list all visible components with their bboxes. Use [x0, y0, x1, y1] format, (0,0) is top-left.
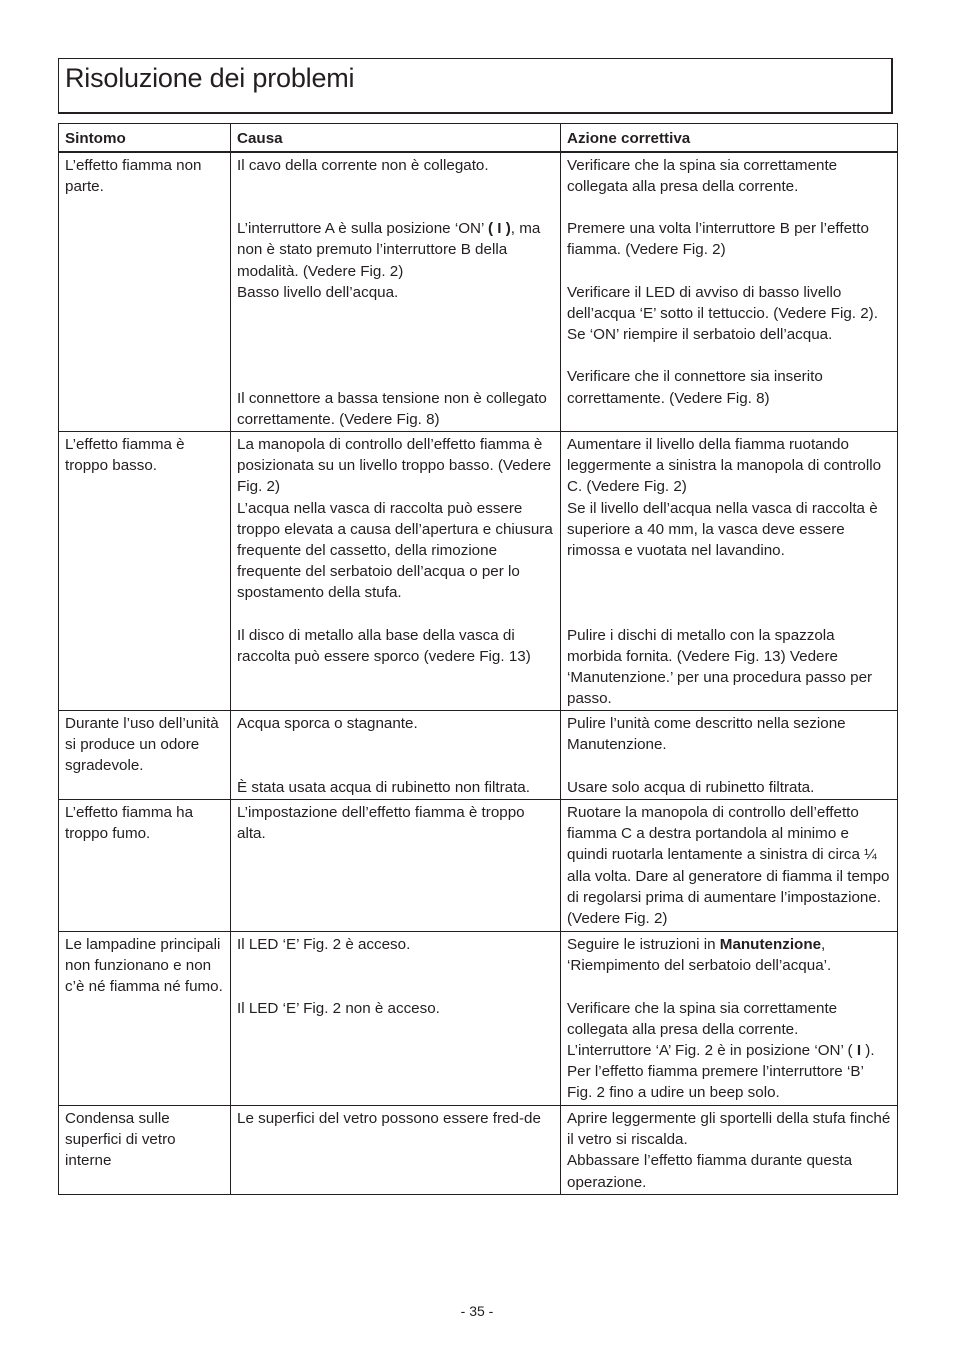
cause-text: [237, 218, 555, 282]
symptom-text: L’effetto fiamma è troppo basso.: [65, 436, 185, 475]
spacer: [567, 604, 892, 625]
symptom-cell: [59, 152, 231, 432]
cause-text-part: L’interruttore A è sulla posizione ‘ON’: [237, 220, 489, 238]
symptom-text: Le lampadine principali non funzionano e non c’è né fiamma né fumo.: [65, 936, 223, 996]
action-text: Se il livello dell’acqua nella vasca di raccolta è superiore a 40 mm, la vasca deve essere rimossa e vuotata nel lavandino.: [567, 499, 878, 560]
action-text: Verificare che la spina sia correttamente collegata alla presa della corrente.: [567, 156, 838, 195]
cause-cell: [231, 711, 561, 800]
action-text-part: ). Per l’effetto fiamma premere l’interruttore ‘B’ Fig. 2 fino a udire un beep solo.: [567, 1042, 875, 1102]
action-text: Pulire l’unità come descritto nella sezione Manutenzione.: [567, 715, 846, 754]
on-symbol: ( I ): [488, 220, 511, 238]
title-box: [58, 58, 893, 114]
troubleshooting-table: [58, 123, 898, 1195]
action-cell: [561, 432, 898, 711]
action-text: [567, 1040, 892, 1104]
cause-text: La manopola di controllo dell’effetto fiamma è posizionata su un livello troppo basso. (Vedere Fig. 2): [237, 436, 552, 496]
on-symbol: I: [856, 1042, 862, 1059]
spacer: [237, 604, 555, 625]
header-azione: Azione correttiva: [561, 124, 898, 152]
header-sintomo: Sintomo: [59, 124, 231, 152]
spacer: [567, 976, 892, 997]
cause-cell: [231, 432, 561, 711]
spacer: [567, 261, 892, 282]
spacer: [567, 561, 892, 603]
header-causa: Causa: [231, 124, 561, 152]
symptom-cell: [59, 432, 231, 711]
action-text: Pulire i dischi di metallo con la spazzola morbida fornita. (Vedere Fig. 13) Vedere ‘Manutenzione.’ per una procedura passo per passo.: [567, 626, 873, 708]
spacer: [237, 345, 555, 387]
cause-text: Basso livello dell’acqua.: [237, 283, 399, 301]
table-header-row: [59, 124, 898, 152]
page-title: Risoluzione dei problemi: [65, 63, 355, 93]
action-cell: [561, 711, 898, 800]
page-number: - 35 -: [460, 1303, 494, 1319]
action-text: [567, 934, 892, 976]
action-text: Verificare che il connettore sia inserito correttamente. (Vedere Fig. 8): [567, 368, 823, 407]
spacer: [567, 755, 892, 776]
action-text: Abbassare l’effetto fiamma durante questa operazione.: [567, 1152, 853, 1191]
action-text: Verificare il LED di avviso di basso livello dell’acqua ‘E’ sotto il tettuccio. (Vedere Fig. 2). Se ‘ON’ riempire il serbatoio dell’acqua.: [567, 283, 878, 344]
spacer: [567, 197, 892, 218]
cause-text: Le superfici del vetro possono essere fred-de: [237, 1110, 541, 1127]
spacer: [237, 176, 555, 218]
symptom-text: L’effetto fiamma non parte.: [65, 156, 202, 195]
symptom-text: L’effetto fiamma ha troppo fumo.: [65, 804, 194, 843]
spacer: [237, 955, 555, 997]
cause-text: L’acqua nella vasca di raccolta può essere troppo elevata a causa dell’apertura e chiusura frequente del cassetto, della rimozione frequente del serbatoio dell’acqua o per lo spostamento della stufa.: [237, 499, 553, 602]
table-row: [59, 152, 898, 432]
symptom-text: Condensa sulle superfici di vetro interne: [65, 1110, 176, 1170]
spacer: [237, 303, 555, 345]
table-row: [59, 432, 898, 711]
action-text-part: Seguire le istruzioni in: [567, 936, 720, 953]
table-row: [59, 932, 898, 1106]
cause-text: Acqua sporca o stagnante.: [237, 715, 418, 732]
action-text: Usare solo acqua di rubinetto filtrata.: [567, 778, 815, 796]
cause-text: Il LED ‘E’ Fig. 2 non è acceso.: [237, 999, 440, 1017]
spacer: [237, 734, 555, 776]
cause-cell: [231, 152, 561, 432]
spacer: [567, 345, 892, 366]
action-cell: [561, 1106, 898, 1195]
cause-cell: [231, 1106, 561, 1195]
action-cell: [561, 152, 898, 432]
symptom-cell: [59, 1106, 231, 1195]
action-text-part: , ‘Riempimento del serbatoio dell’acqua’.: [567, 936, 832, 975]
action-cell: [561, 800, 898, 932]
cause-text: Il LED ‘E’ Fig. 2 è acceso.: [237, 936, 411, 953]
action-text: Premere una volta l’interruttore B per l’effetto fiamma. (Vedere Fig. 2): [567, 220, 869, 259]
cause-cell: [231, 800, 561, 932]
cause-text: È stata usata acqua di rubinetto non filtrata.: [237, 778, 530, 796]
cause-text: L’impostazione dell’effetto fiamma è troppo alta.: [237, 804, 525, 843]
symptom-cell: [59, 711, 231, 800]
symptom-text: Durante l’uso dell’unità si produce un odore sgradevole.: [65, 715, 219, 775]
cause-cell: [231, 932, 561, 1106]
action-text-part: L’interruttore ‘A’ Fig. 2 è in posizione ‘ON’ (: [567, 1042, 857, 1059]
cause-text: Il cavo della corrente non è collegato.: [237, 156, 489, 174]
action-text: Ruotare la manopola di controllo dell’effetto fiamma C a destra portandola al minimo e quindi ruotarla lentamente a sinistra di circa ¼ alla volta. Dare al generatore di fiamma il tempo di regolarsi prima di aumentare l’impostazione. (Vedere Fig. 2): [567, 804, 890, 928]
symptom-cell: [59, 932, 231, 1106]
table-row: [59, 1106, 898, 1195]
manutenzione-bold: Manutenzione: [719, 936, 822, 953]
table-row: [59, 800, 898, 932]
action-text: Verificare che la spina sia correttamente collegata alla presa della corrente.: [567, 999, 838, 1038]
action-text: Aprire leggermente gli sportelli della stufa finché il vetro si riscalda.: [567, 1110, 891, 1149]
cause-text-part: , ma non è stato premuto l’interruttore B della modalità. (Vedere Fig. 2): [237, 220, 541, 280]
cause-text: Il connettore a bassa tensione non è collegato correttamente. (Vedere Fig. 8): [237, 389, 547, 428]
cause-text: Il disco di metallo alla base della vasca di raccolta può essere sporco (vedere Fig. 13): [237, 626, 531, 666]
symptom-cell: [59, 800, 231, 932]
action-cell: [561, 932, 898, 1106]
table-row: [59, 711, 898, 800]
action-text: Aumentare il livello della fiamma ruotando leggermente a sinistra la manopola di controllo C. (Vedere Fig. 2): [567, 436, 882, 496]
